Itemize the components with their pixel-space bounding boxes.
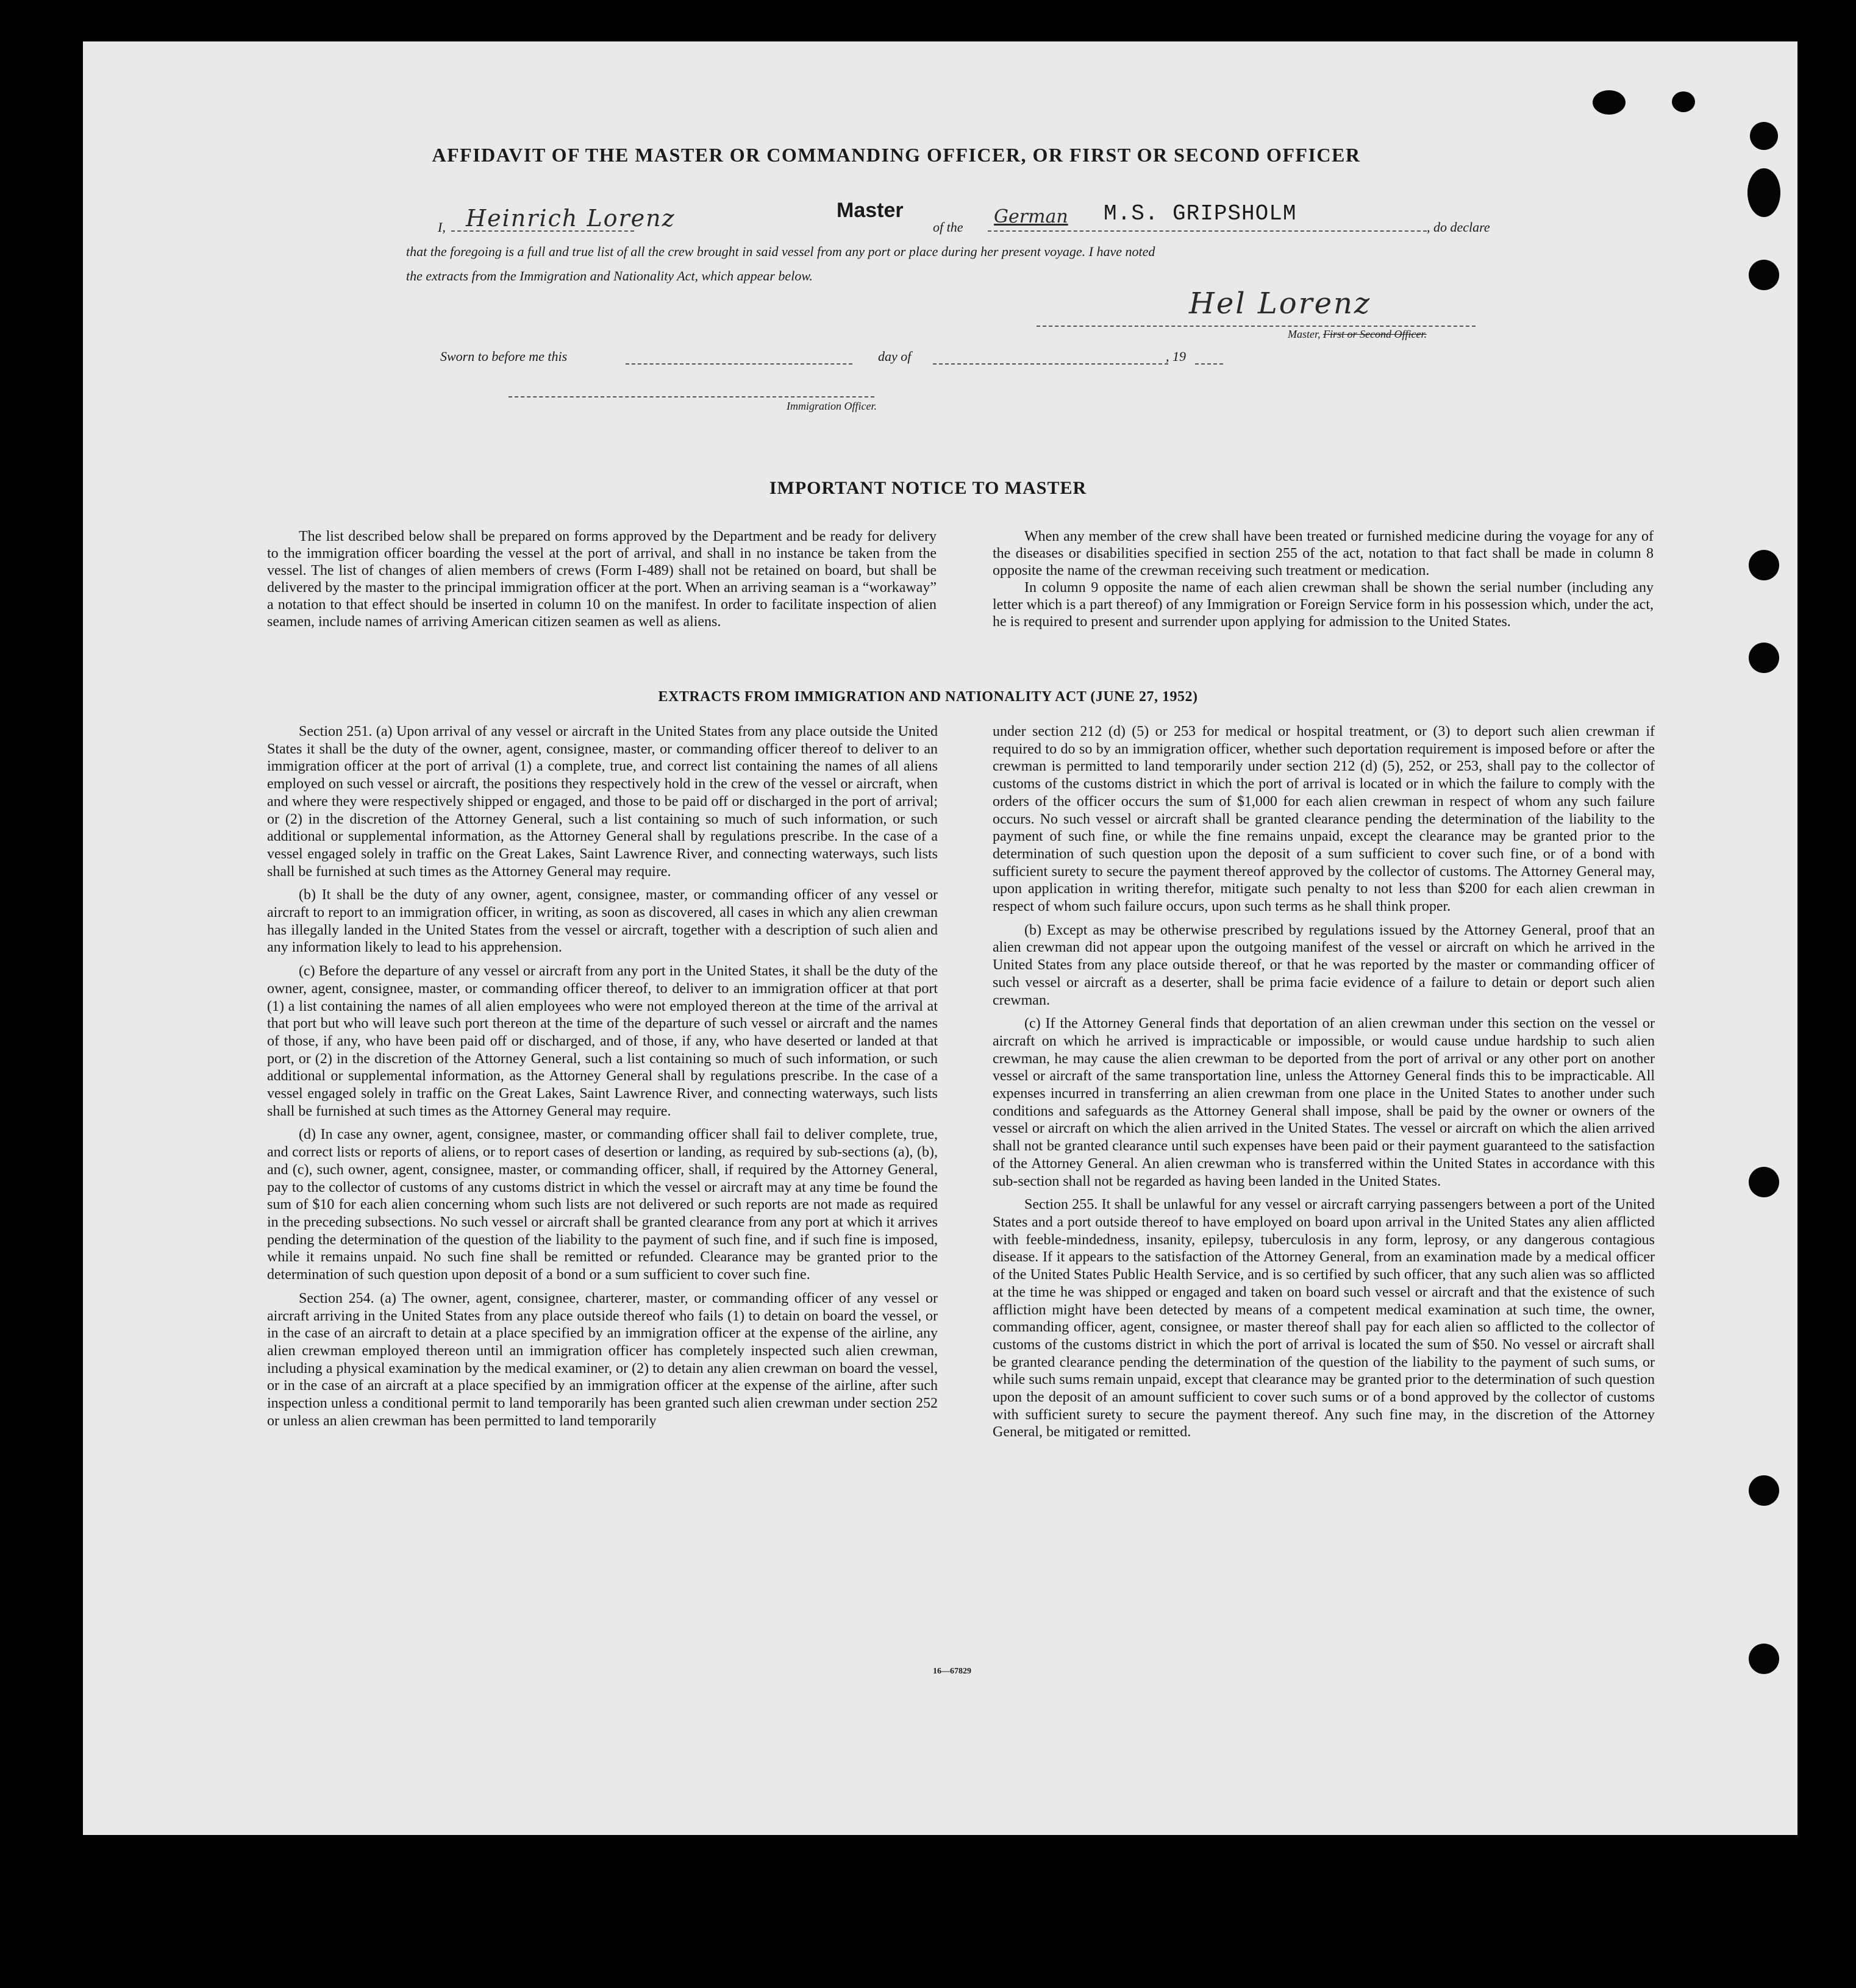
punch-hole: [1749, 1475, 1779, 1506]
extract-paragraph: (c) If the Attorney General finds that deportation of an alien crewman under this section on the vessel or aircraft on which he arrived is impracticable or impossible, or would cause undue hardship to such alien crewman, he may cause the alien crewman to be deported from the port of arrival or any other port on another vessel or aircraft of the same transportation line, unless the Attorney General finds this to be impracticable. All expenses incurred in transferring an alien crewman from one place in the United States to another under such conditions and safeguards as the Attorney General shall impose, shall be paid by the owner or owners of the vessel or aircraft on which the alien arrived in the United States. The vessel or aircraft on which the alien arrived shall not be granted clearance until such expenses have been paid or their payment guaranteed to the satisfaction of the Attorney General. An alien crewman who is transferred within the United States in accordance with this sub-section shall not be regarded as having been landed in the United States.: [993, 1016, 1655, 1189]
signature-caption-struck: First or Second Officer.: [1323, 328, 1427, 340]
sworn-day-line: [626, 363, 852, 365]
extract-paragraph: Section 251. (a) Upon arrival of any vessel or aircraft in the United States from any place outside the United States it shall be the duty of the owner, agent, consignee, master, or commanding officer thereof to deliver to an immigration officer at the port of arrival (1) a complete, true, and correct list containing the names of all aliens employed on such vessel or aircraft, the positions they respectively hold in the crew of the vessel or aircraft, when and where they were respectively shipped or engaged, and those to be paid off or discharged in the port of arrival; or (2) in the discretion of the Attorney General, such a list containing so much of such information, or such additional or supplemental information, as the Attorney General shall by regulations prescribe. In the case of a vessel engaged solely in traffic on the Great Lakes, Saint Lawrence River, and connecting waterways, such lists shall be furnished at such times as the Attorney General may require.: [267, 724, 938, 880]
name-line: [451, 230, 634, 232]
affidavit-title: AFFIDAVIT OF THE MASTER OR COMMANDING OFFICER, OR FIRST OR SECOND OFFICER: [432, 144, 1361, 166]
extract-paragraph: (b) Except as may be otherwise prescribed by regulations issued by the Attorney General, proof that an alien crewman did not appear upon the outgoing manifest of the vessel or aircraft on which he arrived in the United States from any place outside thereof, or that he was reported by the master or commanding officer of such vessel or aircraft as a deserter, shall be prima facie evidence of a failure to detain or deport such alien crewman.: [993, 922, 1655, 1008]
extract-paragraph: (b) It shall be the duty of any owner, agent, consignee, master, or commanding officer of any vessel or aircraft to report to an immigration officer, in writing, as soon as discovered, all cases in which any alien crewman has illegally landed in the United States from the vessel or aircraft, together with a description of such alien and any information likely to lead to his apprehension.: [267, 887, 938, 956]
punch-hole: [1749, 643, 1779, 673]
form-number: 16—67829: [933, 1667, 971, 1676]
notice-left-column: [267, 528, 937, 630]
officer-signature-line: [509, 396, 874, 397]
notice-paragraph: In column 9 opposite the name of each alien crewman shall be shown the serial number (including any letter which is a part thereof) of any Immigration or Foreign Service form in his possession which, under the act, he is required to present and surrender upon applying for admission to the United States.: [993, 580, 1654, 630]
extract-paragraph: Section 254. (a) The owner, agent, consignee, charterer, master, or commanding officer of any vessel or aircraft arriving in the United States from any place outside thereof who fails (1) to detain on board the vessel, or in the case of an aircraft to detain at a place specified by an immigration officer at the expense of the airline, any alien crewman employed thereon until an immigration officer has completely inspected such alien crewman, including a physical examination by the medical examiner, or (2) to detain any alien crewman on board the vessel, or in the case of an aircraft at a place specified by an immigration officer at the expense of the airline, after such inspection unless a conditional permit to land temporarily has been granted such alien crewman under section 252 or unless an alien crewman has been permitted to land temporarily: [267, 1290, 938, 1429]
sworn-label: Sworn to before me this: [440, 349, 568, 364]
punch-hole: [1749, 1644, 1779, 1674]
punch-hole: [1749, 1167, 1779, 1197]
declaration-line-3: the extracts from the Immigration and Nationality Act, which appear below.: [406, 268, 813, 283]
punch-hole: [1747, 168, 1780, 217]
extracts-title: EXTRACTS FROM IMMIGRATION AND NATIONALITY ACT (JUNE 27, 1952): [658, 689, 1198, 705]
extracts-left-column: [267, 723, 938, 1436]
i-label: I,: [438, 219, 446, 235]
extract-paragraph: (c) Before the departure of any vessel or aircraft from any port in the United States, it shall be the duty of the owner, agent, consignee, master, or commanding officer thereof, to deliver to an immigration officer at that port (1) a list containing the names of all alien employees who were not employed thereon at the time of the arrival at that port but who will leave such port thereon at the time of the departure of such vessel or aircraft and the names of those, if any, who have been paid off or discharged, and of those, if any, who have deserted or landed at that port, or (2) in the discretion of the Attorney General, such a list containing so much of such information, or such additional or supplemental information, as the Attorney General shall by regulations prescribe. In the case of a vessel engaged solely in traffic on the Great Lakes, Saint Lawrence River, and connecting waterways, such lists shall be furnished at such times as the Attorney General may require.: [267, 963, 938, 1119]
punch-hole: [1593, 90, 1626, 115]
year-line: [1195, 363, 1223, 365]
vessel-line: [988, 230, 1427, 232]
declaration-line-2: that the foregoing is a full and true list of all the crew brought in said vessel from any port or place during her present voyage. I have noted: [406, 244, 1155, 259]
day-of-label: day of: [878, 349, 912, 364]
punch-hole: [1672, 91, 1695, 112]
year-prefix: , 19: [1166, 349, 1186, 364]
signature-caption: [1288, 328, 1427, 341]
extract-paragraph: (d) In case any owner, agent, consignee, master, or commanding officer shall fail to deliver complete, true, and correct lists or reports of aliens, or to report cases of desertion or landing, as required by sub-sections (a), (b), and (c), such owner, agent, consignee, master, or commanding officer, shall, if required by the Attorney General, pay to the collector of customs of any customs district in which the vessel or aircraft may at any time be found the sum of $10 for each alien concerning whom such lists are not delivered or such reports are not made as required in the preceding subsections. No such vessel or aircraft shall be granted clearance from any port at which it arrives pending the determination of the question of the liability to the payment of such fine, and if such fine is imposed, while it remains unpaid. No such fine shall be remitted or refunded. Clearance may be granted prior to the determination of such question upon deposit of a bond or a sum sufficient to cover such fine.: [267, 1127, 938, 1283]
vessel-name: M.S. GRIPSHOLM: [1104, 201, 1297, 226]
flag-handwritten: German: [994, 206, 1068, 227]
notice-paragraph: When any member of the crew shall have been treated or furnished medicine during the voyage for any of the diseases or disabilities specified in section 255 of the act, notation to that fact shall be made in column 8 opposite the name of the crewman receiving such treatment or medication.: [993, 529, 1654, 579]
signature-caption-prefix: Master,: [1288, 328, 1321, 340]
do-declare-label: , do declare: [1427, 219, 1490, 235]
notice-title: IMPORTANT NOTICE TO MASTER: [769, 478, 1087, 498]
extract-paragraph: Section 255. It shall be unlawful for any vessel or aircraft carrying passengers between a port of the United States and a port outside thereof to have employed on board upon arrival in the United States any alien afflicted with feeble-mindedness, insanity, epilepsy, tuberculosis in any form, leprosy, or any dangerous contagious disease. If it appears to the satisfaction of the Attorney General, from an examination made by a medical officer of the United States Public Health Service, and is so certified by such officer, that any such alien was so afflicted at the time he was shipped or engaged and taken on board such vessel or aircraft and that the existence of such affliction might have been detected by means of a competent medical examination at such time, the owner, commanding officer, agent, consignee, or master thereof shall pay for each alien so afflicted to the collector of customs of the customs district in which the port of arrival is located the sum of $50. No vessel or aircraft shall be granted clearance pending the determination of the question of the liability to the payment of such sums, or while such sums remain unpaid, except that clearance may be granted prior to the determination of such question upon the deposit of an amount sufficient to cover such sums or of a bond approved by the collector of customs with sufficient surety to secure the payment thereof. Any such fine may, in the discretion of the Attorney General, be mitigated or remitted.: [993, 1197, 1655, 1441]
punch-hole: [1749, 260, 1779, 290]
master-signature: Hel Lorenz: [1189, 287, 1372, 321]
master-name-handwritten: Heinrich Lorenz: [466, 205, 676, 232]
extracts-right-column: [993, 723, 1655, 1447]
notice-right-column: [993, 528, 1654, 630]
sworn-month-line: [933, 363, 1168, 365]
notice-paragraph: The list described below shall be prepared on forms approved by the Department and be ready for delivery to the immigration officer boarding the vessel at the port of arrival, and shall in no instance be taken from the vessel. The list of changes of alien members of crews (Form I-489) shall not be retained on board, but shall be delivered by the master to the principal immigration officer at the port. When an arriving seaman is a “workaway” a notation to that effect should be inserted in column 10 on the manifest. In order to facilitate inspection of alien seamen, include names of arriving American citizen seamen as well as aliens.: [267, 529, 937, 630]
officer-caption: Immigration Officer.: [787, 400, 877, 412]
extract-paragraph: under section 212 (d) (5) or 253 for medical or hospital treatment, or (3) to deport such alien crewman if required to do so by an immigration officer, whether such deportation requirement is imposed before or after the crewman is permitted to land temporarily under section 212 (d) (5), 252, or 253, shall pay to the collector of customs of the customs district in which the port of arrival is located or in which the failure to comply with the orders of the officer occurs the sum of $1,000 for each alien crewman in respect of whom any such failure occurs. No such vessel or aircraft shall be granted clearance pending the determination of the liability to the payment of such fine, or while the fine remains unpaid, except the clearance may be granted prior to the determination of such question upon the deposit of a sum sufficient to cover such fine, or of a bond with sufficient surety to secure the payment thereof approved by the collector of customs. The Attorney General may, upon application in writing therefor, mitigate such penalty to not less than $200 for each alien crewman in respect of whom such failure occurs, upon such terms as he shall think proper.: [993, 724, 1655, 915]
of-the-label: of the: [933, 219, 963, 235]
punch-hole: [1749, 550, 1779, 580]
signature-line: [1037, 326, 1476, 327]
rank-label: Master: [837, 199, 904, 222]
